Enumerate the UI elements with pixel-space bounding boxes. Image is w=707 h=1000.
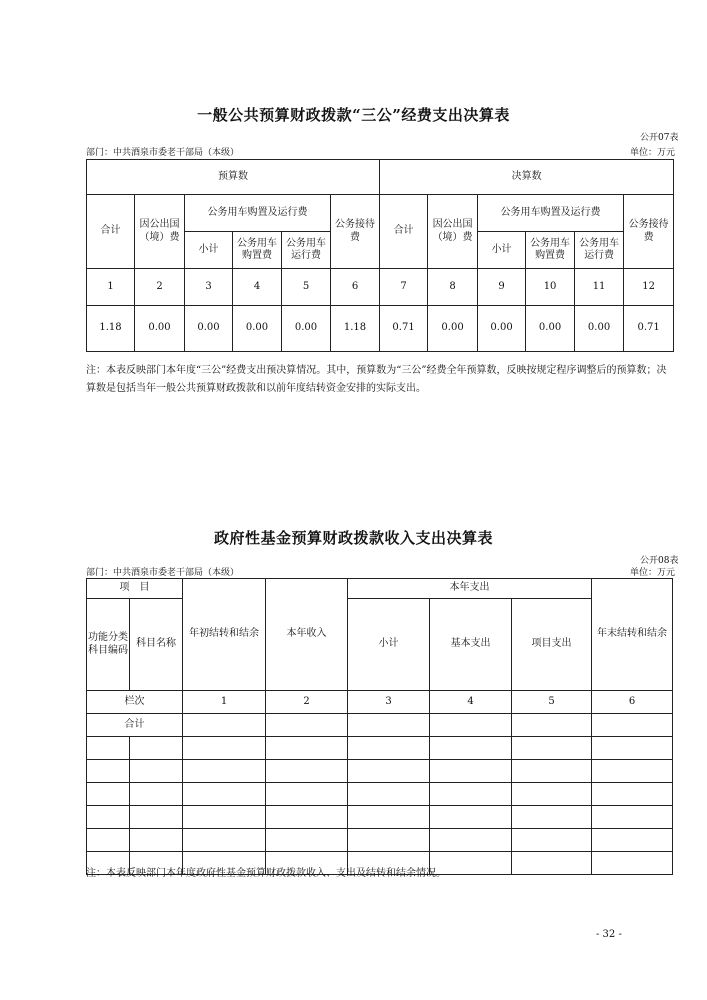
value-cell: 0.00 [282,306,331,352]
value-cell: 0.00 [428,306,478,352]
col-num: 12 [624,269,674,306]
budget-subtotal-header: 小计 [185,232,233,269]
value-cell: 1.18 [331,306,380,352]
final-group-header: 决算数 [380,160,674,195]
budget-car-group-header: 公务用车购置及运行费 [185,195,331,232]
col-num: 2 [266,691,348,714]
three-public-expense-table [86,159,674,352]
table-row [87,829,673,852]
value-cell: 0.71 [624,306,674,352]
column-number-row [87,691,673,714]
col-num: 6 [592,691,673,714]
final-total-header: 合计 [380,195,428,269]
value-cell: 1.18 [87,306,135,352]
begin-balance-header: 年初结转和结余 [183,579,266,691]
table1-department: 部门：中共酒泉市委老干部局（本级） [86,148,240,158]
table-row [87,806,673,829]
value-cell: 0.71 [380,306,428,352]
total-label: 合计 [87,714,183,737]
basic-expense-header: 基本支出 [430,599,512,691]
value-cell: 0.00 [185,306,233,352]
budget-car-run-header: 公务用车 运行费 [282,232,331,269]
value-cell: 0.00 [135,306,185,352]
col-num: 8 [428,269,478,306]
table1-code: 公开07表 [640,133,679,143]
table2-note: 注：本表反映部门本年度政府性基金预算财政拨款收入、支出及结转和结余情况。 [86,868,446,879]
col-num: 9 [478,269,526,306]
page-number: - 32 - [596,929,622,940]
values-row [87,306,674,352]
item-header: 项 目 [87,579,183,599]
table2-title: 政府性基金预算财政拨款收入支出决算表 [213,529,493,547]
budget-reception-header: 公务接待费 [331,195,380,269]
final-car-buy-header: 公务用车 购置费 [526,232,575,269]
value-cell: 0.00 [575,306,624,352]
col-num: 4 [430,691,512,714]
table2-unit: 单位：万元 [630,568,676,578]
final-car-group-header: 公务用车购置及运行费 [478,195,624,232]
budget-group-header: 预算数 [87,160,380,195]
table1-title: 一般公共预算财政拨款“三公”经费支出决算表 [197,106,510,124]
budget-car-buy-header: 公务用车 购置费 [233,232,282,269]
col-num: 5 [282,269,331,306]
col-num: 1 [87,269,135,306]
final-abroad-header: 因公出国 （境）费 [428,195,478,269]
final-car-run-header: 公务用车 运行费 [575,232,624,269]
expense-group-header: 本年支出 [348,579,592,599]
value-cell: 0.00 [233,306,282,352]
project-expense-header: 项目支出 [512,599,592,691]
table-row [87,737,673,760]
col-num: 3 [185,269,233,306]
col-num: 3 [348,691,430,714]
col-num: 6 [331,269,380,306]
value-cell: 0.00 [478,306,526,352]
table-row [87,783,673,806]
table-row [87,760,673,783]
government-fund-table [86,578,673,875]
subject-name-header: 科目名称 [130,599,183,691]
total-row [87,714,673,737]
col-num: 7 [380,269,428,306]
table1-unit: 单位：万元 [630,148,676,158]
func-code-header: 功能分类 科目编码 [87,599,130,691]
table2-department: 部门：中共酒泉市委老干部局（本级） [86,568,240,578]
value-cell: 0.00 [526,306,575,352]
final-subtotal-header: 小计 [478,232,526,269]
col-num: 10 [526,269,575,306]
income-header: 本年收入 [266,579,348,691]
col-num: 4 [233,269,282,306]
col-num: 1 [183,691,266,714]
col-num: 2 [135,269,185,306]
col-num: 11 [575,269,624,306]
end-balance-header: 年末结转和结余 [592,579,673,691]
col-num: 5 [512,691,592,714]
table2-code: 公开08表 [640,556,679,566]
budget-total-header: 合计 [87,195,135,269]
budget-abroad-header: 因公出国 （境）费 [135,195,185,269]
column-number-row [87,269,674,306]
subtotal-header: 小计 [348,599,430,691]
row-label: 栏次 [87,691,183,714]
final-reception-header: 公务接待费 [624,195,674,269]
table1-note: 注：本表反映部门本年度“三公”经费支出预决算情况。其中，预算数为“三公”经费全年预算数，反映按规定程序调整后的预算数；决算数是包括当年一般公共预算财政拨款和以前年度结转资金安排的实际支出。 [86,365,667,394]
